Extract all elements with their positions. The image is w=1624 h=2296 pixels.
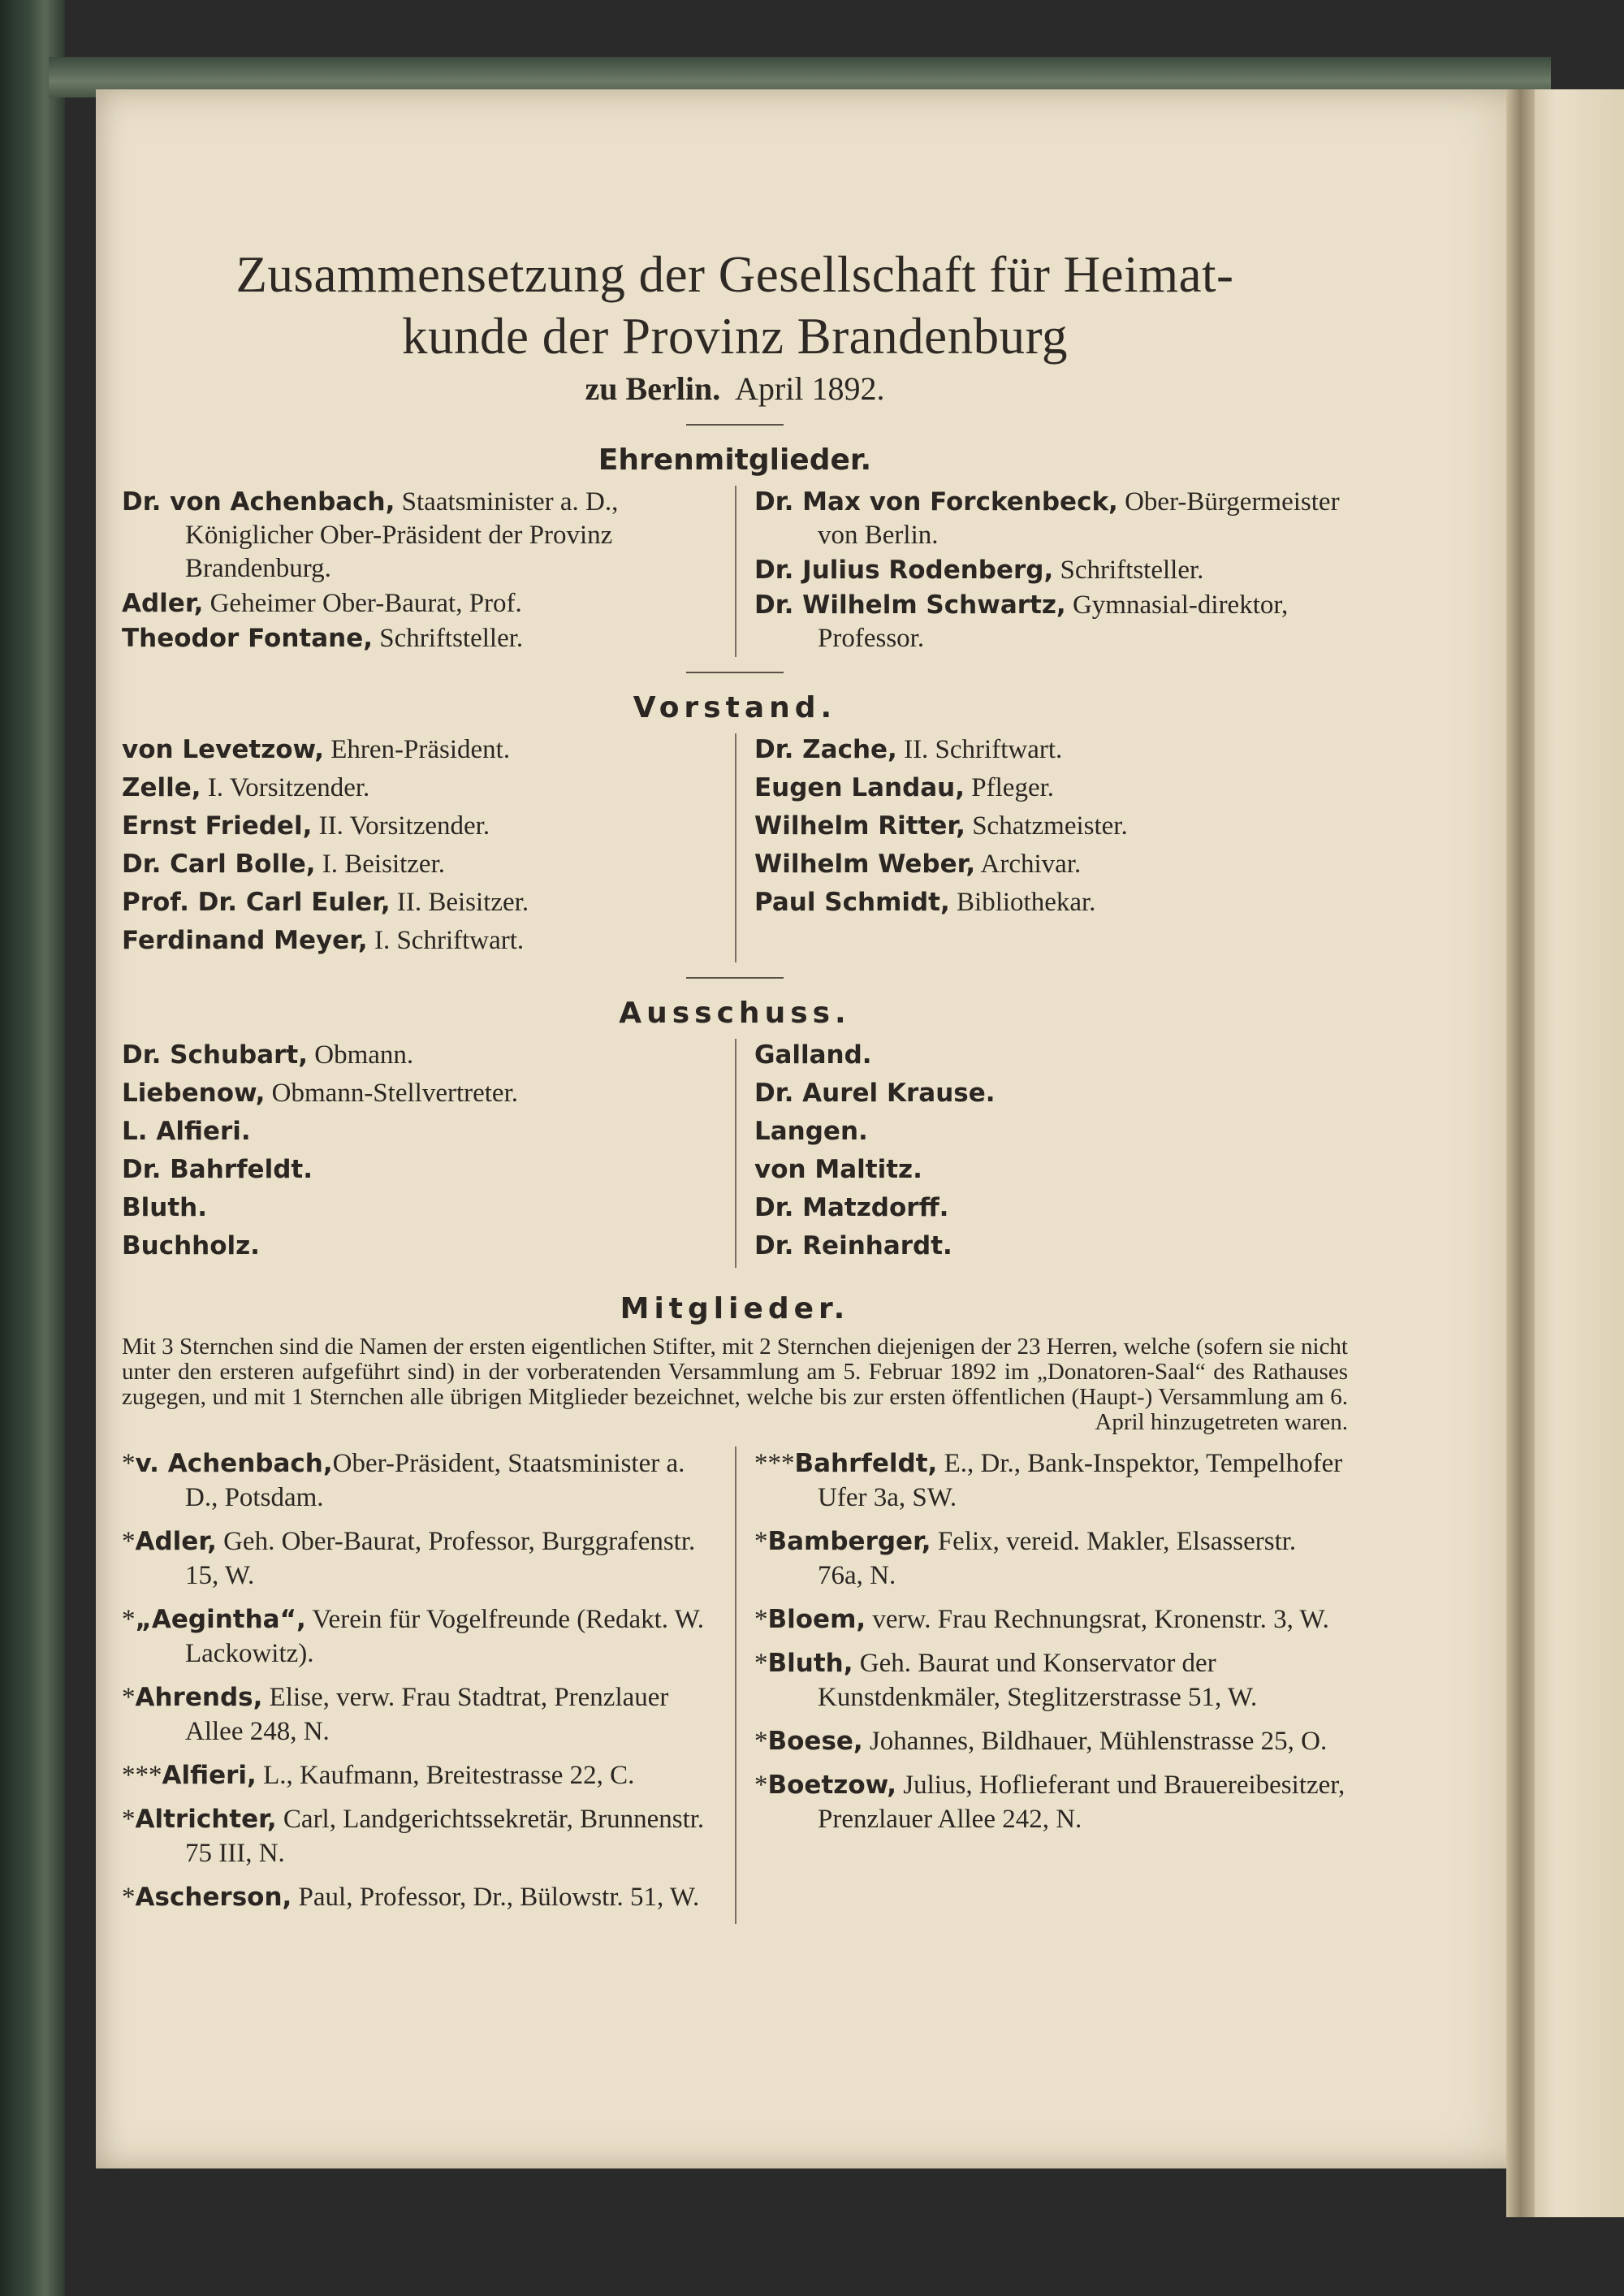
ausschuss-right-column	[735, 1039, 1348, 1268]
list-item: Paul Schmidt, Bibliothekar.	[754, 888, 1096, 917]
list-item: Dr. Schubart, Obmann.	[122, 1040, 414, 1070]
list-item: *Ahrends, Elise, verw. Frau Stadtrat, Prenzlauer Allee 248, N.	[122, 1683, 669, 1746]
list-item: Zelle, I. Vorsitzender.	[122, 773, 370, 802]
list-item: *Bluth, Geh. Baurat und Konservator der Kunstdenkmäler, Steglitzerstrasse 51, W.	[754, 1649, 1258, 1712]
page-subtitle	[122, 369, 1348, 409]
list-item: *Bamberger, Felix, vereid. Makler, Elsasserstr. 76a, N.	[754, 1527, 1297, 1590]
page-content	[122, 244, 1348, 1924]
page-gutter	[1506, 89, 1535, 2217]
section-title-ausschuss: Ausschuss.	[619, 997, 851, 1030]
list-item: Dr. Max von Forckenbeck, Ober-Bürgermeister von Berlin.	[754, 487, 1340, 550]
list-item: Wilhelm Weber, Archivar.	[754, 850, 1082, 879]
mitglieder-list	[122, 1446, 1348, 1924]
list-item: Bluth.	[122, 1193, 207, 1222]
list-item: Ferdinand Meyer, I. Schriftwart.	[122, 926, 525, 955]
list-item: *Ascherson, Paul, Professor, Dr., Bülowstr. 51, W.	[122, 1883, 700, 1912]
ehrenmitglieder-right-column	[735, 486, 1348, 657]
list-item: Liebenow, Obmann-Stellvertreter.	[122, 1079, 518, 1108]
list-item: *Boese, Johannes, Bildhauer, Mühlenstrasse 25, O.	[754, 1727, 1328, 1756]
divider	[686, 977, 784, 979]
list-item: ***Bahrfeldt, E., Dr., Bank-Inspektor, Tempelhofer Ufer 3a, SW.	[754, 1449, 1343, 1512]
ehrenmitglieder-left-column	[122, 486, 735, 657]
list-item: Dr. Zache, II. Schriftwart.	[754, 735, 1063, 764]
list-item: Dr. Carl Bolle, I. Beisitzer.	[122, 850, 445, 879]
list-item: Dr. Wilhelm Schwartz, Gymnasial-direktor, Professor.	[754, 590, 1289, 653]
list-item: Dr. Bahrfeldt.	[122, 1155, 313, 1184]
list-item: Galland.	[754, 1040, 872, 1070]
list-item: Wilhelm Ritter, Schatzmeister.	[754, 811, 1128, 841]
subtitle-place: zu Berlin.	[585, 370, 721, 407]
section-title-ehrenmitglieder: Ehrenmitglieder.	[598, 443, 872, 477]
list-item: Dr. Julius Rodenberg, Schriftsteller.	[754, 556, 1204, 585]
divider	[686, 672, 784, 673]
next-page-edge	[1527, 89, 1624, 2217]
list-item: *Boetzow, Julius, Hoflieferant und Brauereibesitzer, Prenzlauer Allee 242, N.	[754, 1771, 1345, 1834]
list-item: Buchholz.	[122, 1231, 260, 1260]
subtitle-date: April 1892.	[735, 370, 885, 407]
mitglieder-left-column	[122, 1446, 735, 1924]
vorstand-right-column	[735, 733, 1348, 962]
vorstand-list	[122, 733, 1348, 962]
list-item: von Levetzow, Ehren-Präsident.	[122, 735, 511, 764]
section-title-vorstand: Vorstand.	[633, 691, 837, 724]
list-item: Ernst Friedel, II. Vorsitzender.	[122, 811, 490, 841]
title-line-2: kunde der Provinz Brandenburg	[402, 308, 1068, 365]
list-item: von Maltitz.	[754, 1155, 922, 1184]
mitglieder-right-column	[735, 1446, 1348, 1924]
vorstand-left-column	[122, 733, 735, 962]
section-title-mitglieder: Mitglieder.	[620, 1292, 850, 1325]
list-item: Adler, Geheimer Ober-Baurat, Prof.	[122, 589, 522, 618]
list-item: *„Aegintha“, Verein für Vogelfreunde (Redakt. W. Lackowitz).	[122, 1605, 705, 1668]
list-item: *Altrichter, Carl, Landgerichtssekretär, Brunnenstr. 75 III, N.	[122, 1805, 705, 1868]
list-item: Dr. Matzdorff.	[754, 1193, 949, 1222]
mitglieder-intro: Mit 3 Sternchen sind die Namen der ersten eigentlichen Stifter, mit 2 Sternchen diejenigen der 23 Herren, welche (sofern sie nicht unter den ersteren aufgeführt sind) in der vorberatenden Versammlung am 5. Februar 1892 im „Donatoren-Saal“ des Rathauses zugegen, und mit 1 Sternchen alle übrigen Mitglieder bezeichnet, welche bis zur ersten öffentlichen (Haupt-) Versammlung am 6. April hinzugetreten waren.	[122, 1334, 1348, 1435]
ehrenmitglieder-list	[122, 486, 1348, 657]
ausschuss-left-column	[122, 1039, 735, 1268]
list-item: Langen.	[754, 1117, 868, 1146]
list-item: *Bloem, verw. Frau Rechnungsrat, Kronenstr. 3, W.	[754, 1605, 1329, 1634]
list-item: *v. Achenbach,Ober-Präsident, Staatsminister a. D., Potsdam.	[122, 1449, 685, 1512]
list-item: L. Alfieri.	[122, 1117, 251, 1146]
title-line-1: Zusammensetzung der Gesellschaft für Heimat-	[235, 246, 1234, 303]
list-item: Theodor Fontane, Schriftsteller.	[122, 624, 524, 653]
divider	[686, 424, 784, 426]
list-item: Dr. Reinhardt.	[754, 1231, 952, 1260]
list-item: Prof. Dr. Carl Euler, II. Beisitzer.	[122, 888, 529, 917]
page-title	[122, 244, 1348, 367]
list-item: Dr. Aurel Krause.	[754, 1079, 996, 1108]
book-binding-left	[0, 0, 65, 2296]
ausschuss-list	[122, 1039, 1348, 1268]
list-item: Dr. von Achenbach, Staatsminister a. D., Königlicher Ober-Präsident der Provinz Brandenburg.	[122, 487, 619, 583]
list-item: *Adler, Geh. Ober-Baurat, Professor, Burggrafenstr. 15, W.	[122, 1527, 696, 1590]
list-item: Eugen Landau, Pfleger.	[754, 773, 1055, 802]
list-item: ***Alfieri, L., Kaufmann, Breitestrasse 22, C.	[122, 1761, 635, 1790]
